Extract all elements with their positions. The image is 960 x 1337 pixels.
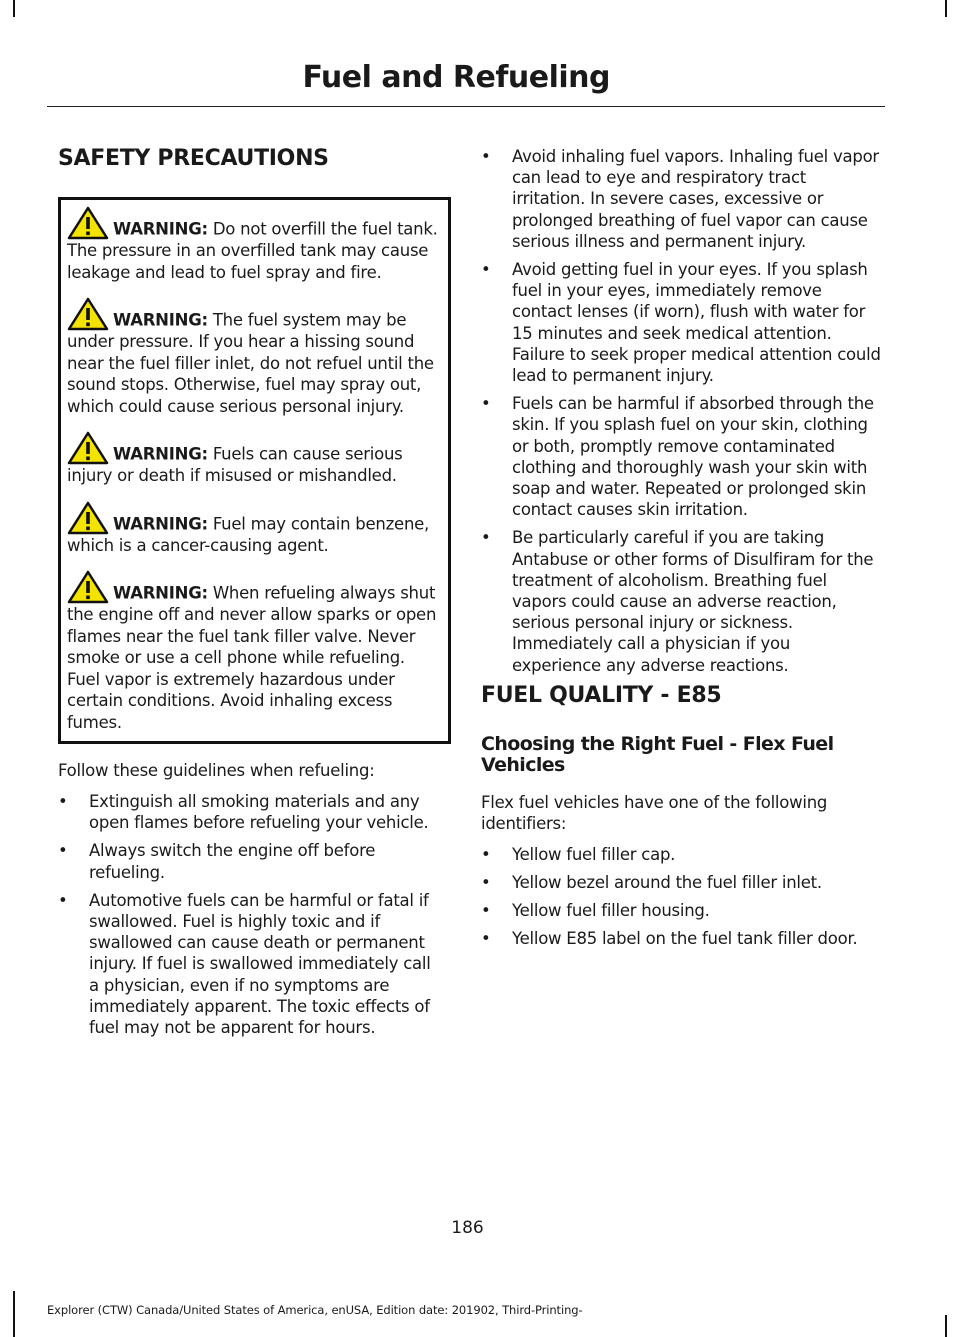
section-heading-fuel-quality: FUEL QUALITY - E85 [481, 682, 722, 708]
warning-label: WARNING: [113, 514, 208, 533]
guidelines-list-left [58, 791, 445, 1038]
warning-item [67, 431, 442, 487]
list-item [481, 146, 881, 252]
warning-triangle-icon [67, 570, 109, 604]
list-item-text: Avoid inhaling fuel vapors. Inhaling fuel vapor can lead to eye and respiratory tract irritation. In severe cases, excessive or prolonged breathing of fuel vapor can cause serious illness and permanent injury. [512, 147, 879, 251]
warning-text: Fuel may contain benzene, which is a cancer-causing agent. [67, 514, 430, 555]
list-item-text: Yellow fuel filler cap. [512, 844, 676, 864]
page-number: 186 [451, 1218, 484, 1238]
subsection-heading: Choosing the Right Fuel - Flex Fuel Vehicles [481, 732, 834, 776]
warning-item [67, 206, 442, 283]
bullet: • [58, 890, 68, 910]
bullet: • [58, 841, 68, 861]
bullet: • [58, 792, 68, 811]
warning-label: WARNING: [113, 444, 208, 464]
footer-text: Explorer (CTW) Canada/United States of America, enUSA, Edition date: 201902, Third-Printing- [47, 1303, 583, 1317]
identifiers-intro: Flex fuel vehicles have one of the following identifiers: [481, 792, 828, 833]
list-item [481, 872, 881, 893]
warning-item [67, 570, 442, 733]
warning-label: WARNING: [113, 583, 208, 603]
bullet: • [481, 844, 491, 864]
list-item [58, 890, 445, 1038]
bullet: • [481, 901, 491, 921]
list-item [481, 900, 881, 921]
list-item-text: Extinguish all smoking materials and any open flames before refueling your vehicle. [89, 792, 429, 833]
warning-text: When refueling always shut the engine off and never allow sparks or open flames near the fuel tank filler valve. Never smoke or use a cell phone while refueling. Fuel vapor is extremely hazardous under certain conditions. Avoid inhaling excess fumes. [67, 583, 437, 732]
warning-text: The fuel system may be under pressure. If you hear a hissing sound near the fuel filler inlet, do not refuel until the sound stops. Otherwise, fuel may spray out, which could cause serious personal injury. [67, 310, 434, 416]
bullet: • [481, 873, 491, 893]
guidelines-intro: Follow these guidelines when refueling: [58, 761, 375, 780]
list-item [481, 928, 881, 949]
bullet: • [481, 147, 491, 166]
identifiers-list [481, 844, 881, 950]
bullet: • [481, 929, 491, 949]
section-heading-safety: SAFETY PRECAUTIONS [58, 146, 329, 171]
warning-text: Do not overfill the fuel tank. The pressure in an overfilled tank may cause leakage and lead to fuel spray and fire. [67, 219, 438, 282]
crop-mark [13, 1291, 15, 1337]
warning-box [58, 197, 451, 744]
list-item [481, 259, 881, 386]
warning-label: WARNING: [113, 310, 208, 330]
warning-triangle-icon [67, 297, 109, 331]
warning-item [67, 297, 442, 417]
header-divider [47, 106, 885, 107]
crop-mark [945, 1315, 947, 1337]
list-item-text: Yellow bezel around the fuel filler inlet. [512, 873, 822, 893]
crop-mark [945, 0, 947, 17]
left-column [58, 146, 445, 1045]
bullet: • [481, 394, 491, 414]
list-item [481, 527, 881, 675]
list-item [58, 791, 445, 833]
list-item-text: Be particularly careful if you are taking Antabuse or other forms of Disulfiram for the treatment of alcoholism. Breathing fuel vapors could cause an adverse reaction, serious personal injury or sickness. Immediately call a physician if you experience any adverse reactions. [512, 528, 874, 675]
list-item [58, 840, 445, 882]
warning-item [67, 501, 442, 557]
right-column [481, 146, 881, 957]
bullet: • [481, 528, 491, 548]
crop-mark [13, 0, 15, 17]
bullet: • [481, 260, 491, 280]
list-item-text: Automotive fuels can be harmful or fatal if swallowed. Fuel is highly toxic and if swallowed can cause death or permanent injury. If fuel is swallowed immediately call a physician, even if no symptoms are immediately apparent. The toxic effects of fuel may not be apparent for hours. [89, 890, 431, 1038]
warning-triangle-icon [67, 501, 109, 535]
warning-label: WARNING: [113, 219, 208, 239]
guidelines-list-right [481, 146, 881, 676]
list-item-text: Yellow E85 label on the fuel tank filler door. [512, 929, 858, 949]
list-item-text: Avoid getting fuel in your eyes. If you splash fuel in your eyes, immediately remove contact lenses (if worn), flush with water for 15 minutes and seek medical attention. Failure to seek proper medical attention could lead to permanent injury. [512, 260, 881, 386]
list-item-text: Fuels can be harmful if absorbed through the skin. If you splash fuel on your skin, clothing or both, promptly remove contaminated clothing and thoroughly wash your skin with soap and water. Repeated or prolonged skin contact causes skin irritation. [512, 394, 874, 520]
list-item-text: Yellow fuel filler housing. [512, 901, 710, 921]
list-item [481, 393, 881, 520]
page-title: Fuel and Refueling [302, 60, 610, 95]
warning-triangle-icon [67, 431, 109, 465]
list-item [481, 844, 881, 865]
warning-text: Fuels can cause serious injury or death if misused or mishandled. [67, 444, 403, 485]
list-item-text: Always switch the engine off before refueling. [89, 841, 376, 882]
warning-triangle-icon [67, 206, 109, 240]
